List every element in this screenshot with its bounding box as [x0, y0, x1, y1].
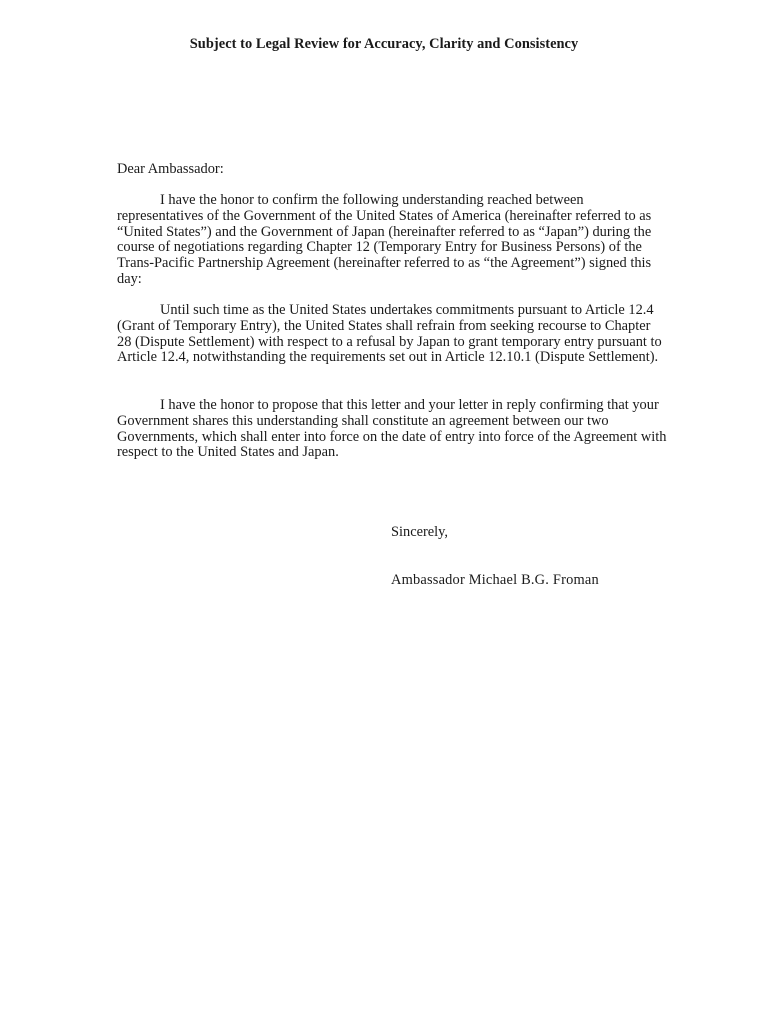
review-header: Subject to Legal Review for Accuracy, Clarity and Consistency: [189, 36, 579, 52]
paragraph-proposal: I have the honor to propose that this letter and your letter in reply confirming that your Government shares this understanding shall constitute an agreement between our two Governments, which shall enter into force on the date of entry into force of the Agreement with respect to the United States and Japan.: [117, 397, 667, 461]
paragraph-dispute-settlement: Until such time as the United States undertakes commitments pursuant to Article 12.4 (Grant of Temporary Entry), the United States shall refrain from seeking recourse to Chapter 28 (Dispute Settlement) with respect to a refusal by Japan to grant temporary entry pursuant to Article 12.4, notwithstanding the requirements set out in Article 12.10.1 (Dispute Settlement).: [117, 302, 662, 366]
signatory-name: Ambassador Michael B.G. Froman: [391, 572, 599, 588]
closing: Sincerely,: [391, 524, 449, 540]
paragraph-understanding: I have the honor to confirm the following understanding reached between representatives of the Government of the United States of America (hereinafter referred to as “United States”) and the Government of Japan (hereinafter referred to as “Japan”) during the course of negotiations regarding Chapter 12 (Temporary Entry for Business Persons) of the Trans-Pacific Partnership Agreement (hereinafter referred to as “the Agreement”) signed this day:: [117, 192, 652, 287]
salutation: Dear Ambassador:: [117, 161, 224, 177]
